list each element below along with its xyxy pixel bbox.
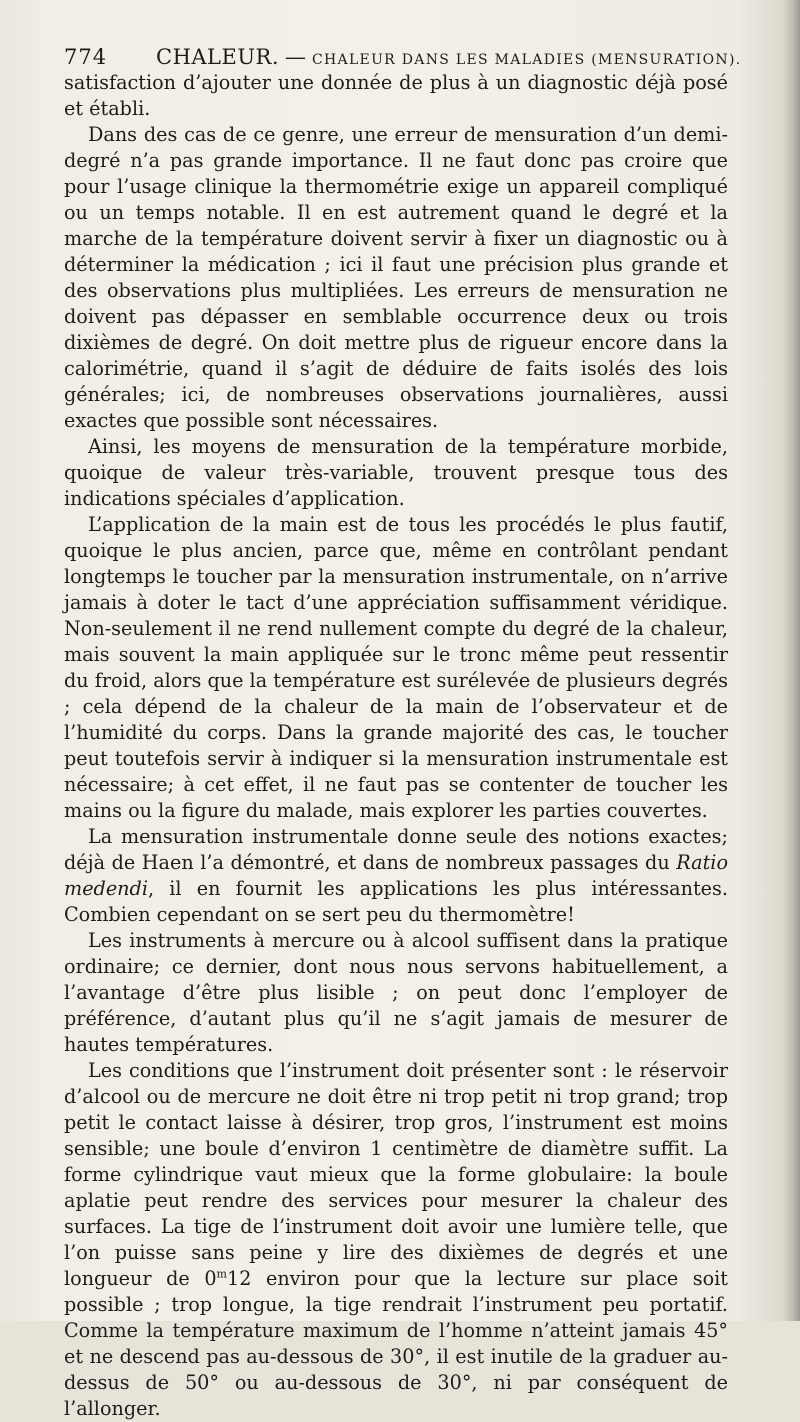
paragraph-3: Ainsi, les moyens de mensuration de la température morbide, quoique de valeur très-variable, trouvent presque tous des indications spéciales d’application. [64, 435, 728, 510]
paragraph-7 [64, 1058, 728, 1422]
spine-shadow [782, 0, 800, 1321]
running-head-dash: — [285, 45, 307, 69]
paragraph-6: Les instruments à mercure ou à alcool suffisent dans la pratique ordinaire; ce dernier, dont nous nous servons habituellement, a l’avantage d’être plus lisible ; on peut donc l’employer de préférence, d’autant plus qu’il ne s’agit jamais de mesurer de hautes températures. [64, 929, 728, 1056]
paragraph-5-text-a: La mensuration instrumentale donne seule des notions exactes; déjà de Haen l’a démontré, et dans de nombreux passages du [64, 825, 728, 874]
paragraph-4: L’application de la main est de tous les procédés le plus fautif, quoique le plus ancien, parce que, même en contrôlant pendant longtemps le toucher par la mensuration instrumentale, on n’arrive jamais à doter le tact d’une appréciation suffisamment véridique. Non-seulement il ne rend nullement compte du degré de la chaleur, mais souvent la main appliquée sur le tronc même peut ressentir du froid, alors que la température est surélevée de plusieurs degrés ; cela dépend de la chaleur de la main de l’observateur et de l’humidité du corps. Dans la grande majorité des cas, le toucher peut toutefois servir à indiquer si la mensuration instrumentale est nécessaire; à cet effet, il ne faut pas se contenter de toucher les mains ou la figure du malade, mais explorer les parties couvertes. [64, 513, 728, 822]
ratio-medendi-title: Ratio medendi [64, 851, 728, 900]
paragraph-2: Dans des cas de ce genre, une erreur de mensuration d’un demi-degré n’a pas grande importance. Il ne faut donc pas croire que pour l’usage clinique la thermométrie exige un appareil compliqué ou un temps notable. Il en est autrement quand le degré et la marche de la température doivent servir à fixer un diagnostic ou à déterminer la médication ; ici il faut une précision plus grande et des observations plus multipliées. Les erreurs de mensuration ne doivent pas dépasser en semblable occurrence deux ou trois dixièmes de degré. On doit mettre plus de rigueur encore dans la calorimétrie, quand il s’agit de déduire de faits isolés des lois générales; ici, de nombreuses observations journalières, aussi exactes que possible sont nécessaires. [64, 123, 728, 432]
body-text [64, 70, 728, 1422]
paragraph-1: satisfaction d’ajouter une donnée de plus à un diagnostic déjà posé et établi. [64, 71, 728, 120]
running-head-subtitle: CHALEUR DANS LES MALADIES (MENSURATION). [312, 52, 742, 68]
paragraph-7-text-a: Les conditions que l’instrument doit présenter sont : le réservoir d’alcool ou de mercure ne doit être ni trop petit ni trop grand; trop petit le contact laisse à désirer, trop gros, l’instrument est moins sensible; une boule d’environ 1 centimètre de diamètre suffit. La forme cylindrique vaut mieux que la forme globulaire: la boule aplatie peut rendre des services pour mesurer la chaleur des surfaces. La tige de l’instrument doit avoir une lumière telle, que l’on puisse sans peine y lire des dixièmes de degrés et une longueur de 0 [64, 1059, 728, 1290]
paragraph-5 [64, 824, 728, 928]
page-number: 774 [64, 45, 108, 69]
running-head-title: CHALEUR. [156, 45, 280, 69]
meter-superscript: m [216, 1267, 227, 1281]
page-header [64, 40, 742, 74]
paragraph-5-text-b: , il en fournit les applications les plus intéressantes. Combien cependant on se sert peu du thermomètre! [64, 877, 728, 926]
paragraph-7-text-b: 12 environ pour que la lecture sur place soit possible ; trop longue, la tige rendrait l’instrument peu portatif. Comme la température maximum de l’homme n’atteint jamais 45° et ne descend pas au-dessous de 30°, il est inutile de la graduer au-dessus de 50° ou au-dessous de 30°, ni par conséquent de l’allonger. [64, 1267, 728, 1420]
